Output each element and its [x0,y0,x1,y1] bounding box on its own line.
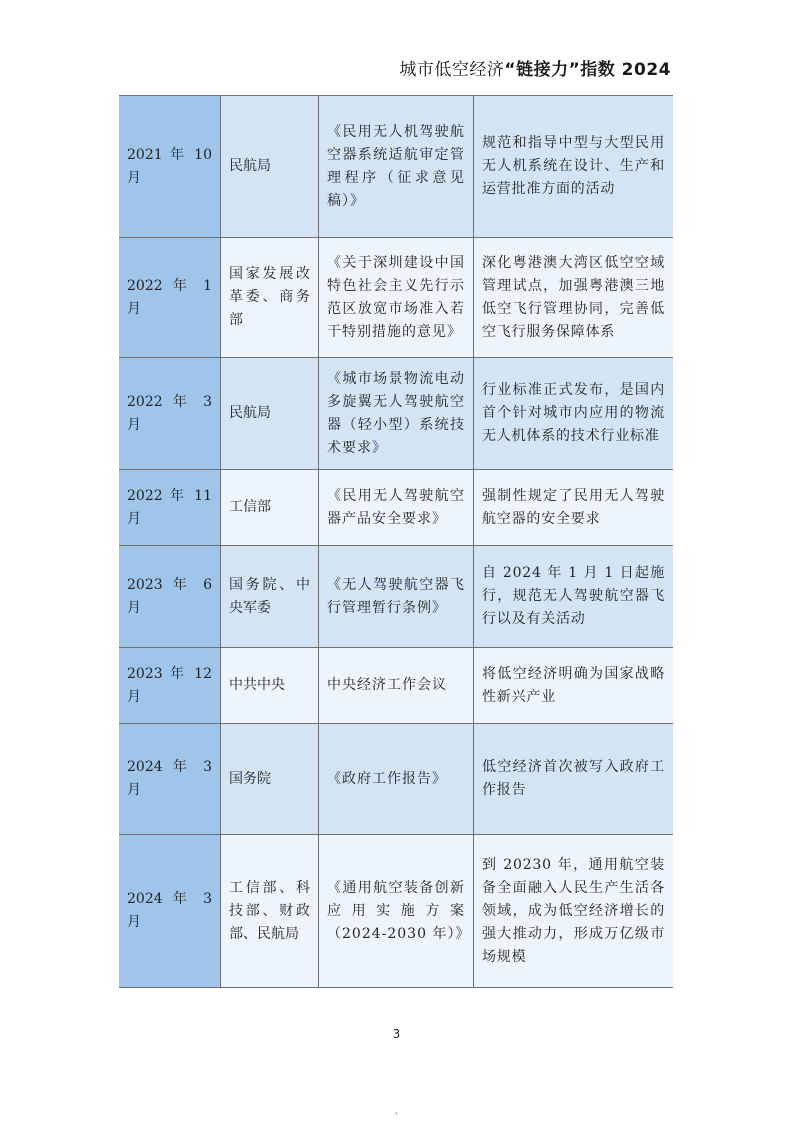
policy-table [119,95,673,988]
org-cell: 国务院 [221,724,319,834]
document-cell: 《民用无人机驾驶航空器系统适航审定管理程序（征求意见稿）》 [319,96,474,237]
description-cell: 到 20230 年，通用航空装备全面融入人民生产生活各领域，成为低空经济增长的强大推动力，形成万亿级市场规模 [474,835,673,987]
table-row [119,358,673,470]
document-cell: 《关于深圳建设中国特色社会主义先行示范区放宽市场准入若干特别措施的意见》 [319,238,474,357]
document-cell: 《城市场景物流电动多旋翼无人驾驶航空器（轻小型）系统技术要求》 [319,358,474,469]
document-cell: 《无人驾驶航空器飞行管理暂行条例》 [319,546,474,647]
page-header [399,55,671,80]
table-row [119,238,673,358]
table-row [119,648,673,724]
description-cell: 规范和指导中型与大型民用无人机系统在设计、生产和运营批准方面的活动 [474,96,673,237]
date-cell: 2024 年 3 月 [119,835,221,987]
org-cell: 工信部 [221,470,319,545]
org-cell: 国家发展改革委、商务部 [221,238,319,357]
description-cell: 将低空经济明确为国家战略性新兴产业 [474,648,673,723]
header-title-prefix: 城市低空经济 [399,60,505,80]
document-cell: 《通用航空装备创新应用实施方案（2024-2030 年）》 [319,835,474,987]
table-row [119,470,673,546]
description-cell: 强制性规定了民用无人驾驶航空器的安全要求 [474,470,673,545]
org-cell: 工信部、科技部、财政部、民航局 [221,835,319,987]
date-cell: 2021 年 10 月 [119,96,221,237]
date-cell: 2022 年 3 月 [119,358,221,469]
description-cell: 自 2024 年 1 月 1 日起施行，规范无人驾驶航空器飞行以及有关活动 [474,546,673,647]
org-cell: 国务院、中央军委 [221,546,319,647]
header-title-bold: “链接力”指数 2024 [504,60,671,80]
table-row [119,835,673,987]
date-cell: 2024 年 3 月 [119,724,221,834]
page-number: 3 [392,1027,401,1041]
description-cell: 行业标准正式发布，是国内首个针对城市内应用的物流无人机体系的技术行业标准 [474,358,673,469]
date-cell: 2022 年 11 月 [119,470,221,545]
date-cell: 2023 年 6 月 [119,546,221,647]
document-cell: 中央经济工作会议 [319,648,474,723]
description-cell: 低空经济首次被写入政府工作报告 [474,724,673,834]
decorative-dot [395,1112,398,1115]
org-cell: 民航局 [221,358,319,469]
document-cell: 《政府工作报告》 [319,724,474,834]
table-row [119,96,673,238]
date-cell: 2022 年 1 月 [119,238,221,357]
table-row [119,724,673,835]
date-cell: 2023 年 12 月 [119,648,221,723]
table-row [119,546,673,648]
org-cell: 中共中央 [221,648,319,723]
org-cell: 民航局 [221,96,319,237]
description-cell: 深化粤港澳大湾区低空空域管理试点，加强粤港澳三地低空飞行管理协同，完善低空飞行服务保障体系 [474,238,673,357]
document-cell: 《民用无人驾驶航空器产品安全要求》 [319,470,474,545]
